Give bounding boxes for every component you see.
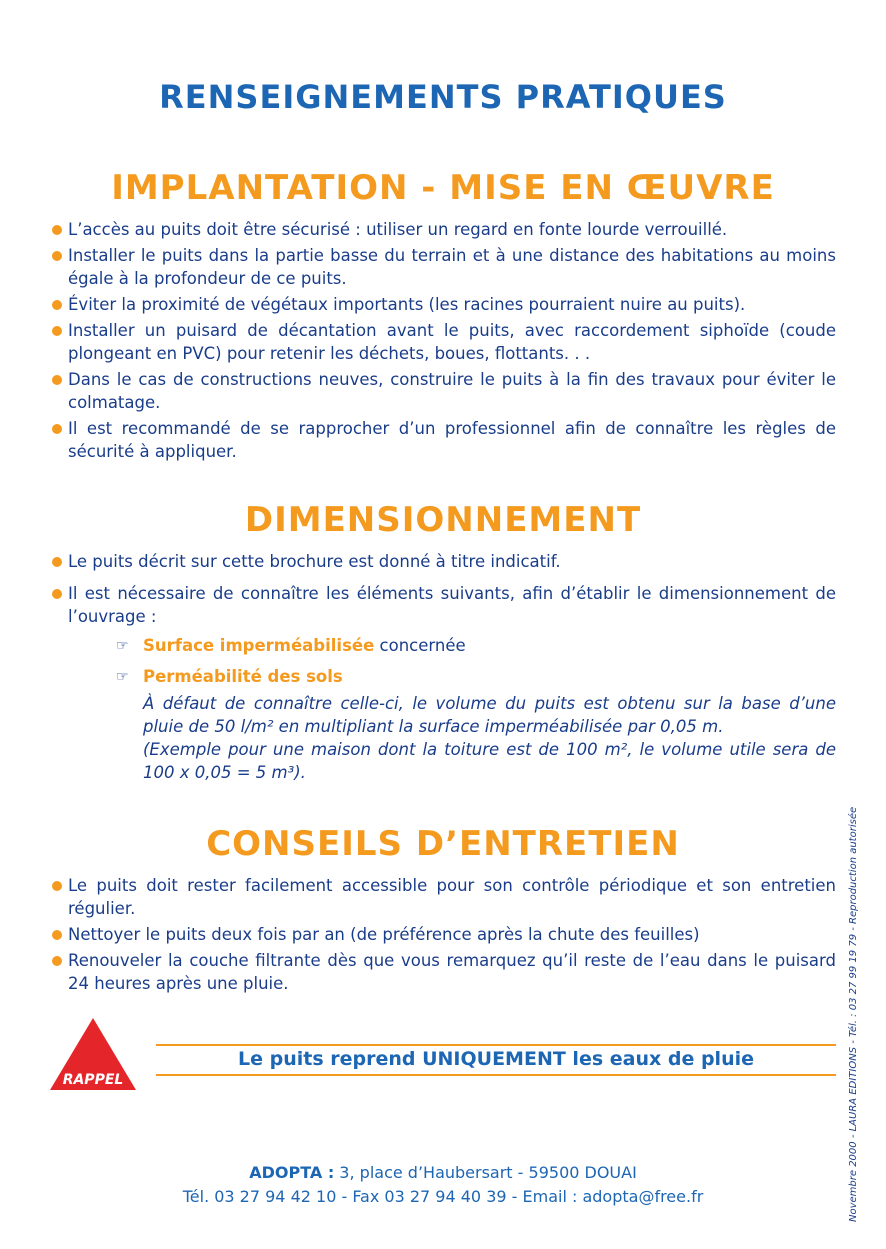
list-item: Le puits décrit sur cette brochure est donné à titre indicatif. xyxy=(52,550,836,573)
banner-top-rule xyxy=(156,1044,836,1046)
list-item: Il est nécessaire de connaître les éléments suivants, afin d’établir le dimensionnement de l’ouvrage : xyxy=(52,582,836,628)
note-volume: À défaut de connaître celle-ci, le volume du puits est obtenu sur la base d’une pluie de 50 l/m² en multipliant la surface imperméabilisée par 0,05 m. xyxy=(143,694,836,736)
bullet-icon xyxy=(52,881,62,891)
rappel-logo-text: RAPPEL xyxy=(62,1072,124,1088)
list-item: Il est recommandé de se rapprocher d’un professionnel afin de connaître les règles de sécurité à appliquer. xyxy=(52,417,836,463)
list-item: Le puits doit rester facilement accessible pour son contrôle périodique et son entretien régulier. xyxy=(52,874,836,920)
footer-address: ADOPTA : 3, place d’Haubersart - 59500 DOUAI xyxy=(249,1163,637,1182)
bullet-icon xyxy=(52,424,62,434)
list-item: Renouveler la couche filtrante dès que vous remarquez qu’il reste de l’eau dans le puisard 24 heures après une pluie. xyxy=(52,949,836,995)
side-credit-text: Novembre 2000 - LAURA EDITIONS - Tél. : 03 27 99 19 79 - Reproduction autorisée xyxy=(848,806,859,1222)
list-item: Nettoyer le puits deux fois par an (de préférence après la chute des feuilles) xyxy=(52,923,836,946)
implantation-list xyxy=(52,218,836,466)
list-item: L’accès au puits doit être sécurisé : utiliser un regard en fonte lourde verrouillé. xyxy=(52,218,836,241)
section-title-entretien: CONSEILS D’ENTRETIEN xyxy=(206,824,680,864)
dimensionnement-list xyxy=(52,550,836,631)
bullet-icon xyxy=(52,930,62,940)
pointing-hand-icon: ☞ xyxy=(116,669,129,685)
bullet-icon xyxy=(52,956,62,966)
rappel-warning-icon xyxy=(48,1016,138,1092)
footer-contact: Tél. 03 27 94 42 10 - Fax 03 27 94 40 39 - Email : adopta@free.fr xyxy=(182,1187,704,1206)
banner-bottom-rule xyxy=(156,1074,836,1076)
sub-item-surface: ☞ Surface imperméabilisée concernée xyxy=(116,634,836,657)
sub-item-permeabilite: ☞ Perméabilité des sols xyxy=(116,665,836,688)
section-title-implantation: IMPLANTATION - MISE EN ŒUVRE xyxy=(111,168,775,208)
list-item: Installer le puits dans la partie basse du terrain et à une distance des habitations au moins égale à la profondeur de ce puits. xyxy=(52,244,836,290)
list-item: Éviter la proximité de végétaux importants (les racines pourraient nuire au puits). xyxy=(52,293,836,316)
list-item: Dans le cas de constructions neuves, construire le puits à la fin des travaux pour éviter le colmatage. xyxy=(52,368,836,414)
page-title: RENSEIGNEMENTS PRATIQUES xyxy=(159,78,727,116)
note-example: (Exemple pour une maison dont la toiture est de 100 m², le volume utile sera de 100 x 0,05 = 5 m³). xyxy=(143,740,836,782)
list-item: Installer un puisard de décantation avant le puits, avec raccordement siphoïde (coude plongeant en PVC) pour retenir les déchets, boues, flottants. . . xyxy=(52,319,836,365)
bullet-icon xyxy=(52,300,62,310)
bullet-icon xyxy=(52,251,62,261)
pointing-hand-icon: ☞ xyxy=(116,638,129,654)
bullet-icon xyxy=(52,225,62,235)
entretien-list xyxy=(52,874,836,998)
bullet-icon xyxy=(52,326,62,336)
dimensionnement-sublist xyxy=(116,634,836,784)
bullet-icon xyxy=(52,375,62,385)
section-title-dimensionnement: DIMENSIONNEMENT xyxy=(244,500,642,540)
rappel-banner: Le puits reprend UNIQUEMENT les eaux de pluie xyxy=(237,1048,754,1070)
bullet-icon xyxy=(52,557,62,567)
bullet-icon xyxy=(52,589,62,599)
